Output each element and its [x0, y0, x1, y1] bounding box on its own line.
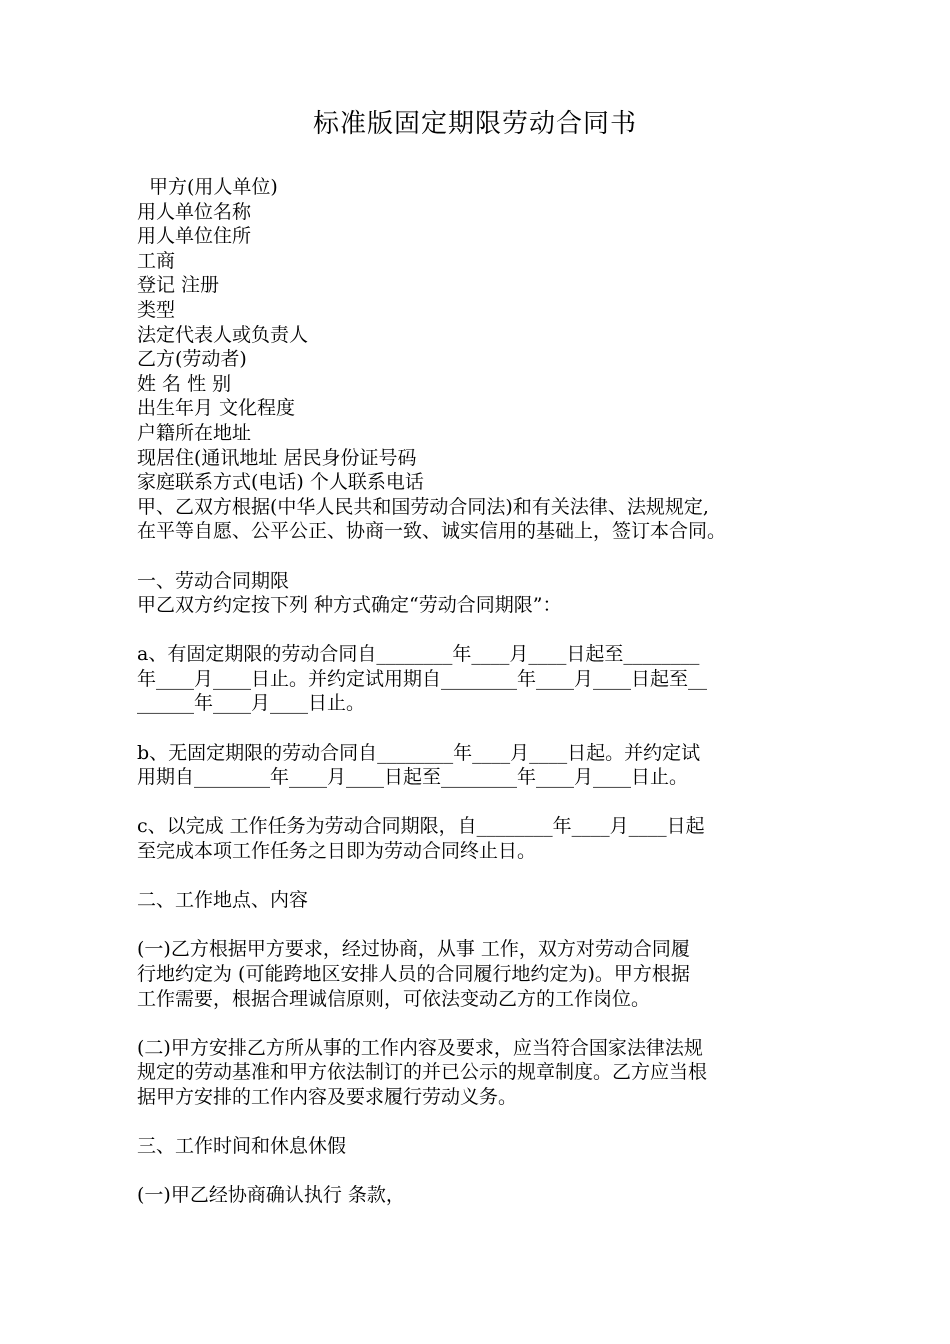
clause-b-line: b、无固定期限的劳动合同自________年____月____日起。并约定试 — [137, 741, 701, 764]
section-lead: 甲乙双方约定按下列 种方式确定“劳动合同期限”： — [137, 594, 562, 617]
paragraph-line: 据甲方安排的工作内容及要求履行劳动义务。 — [137, 1085, 518, 1108]
type-field: 类型 — [137, 298, 176, 321]
household-address-field: 户籍所在地址 — [137, 421, 252, 444]
contact-phone-field: 家庭联系方式(电话) 个人联系电话 — [137, 471, 424, 494]
paragraph-line: (一)乙方根据甲方要求，经过协商，从事 工作，双方对劳动合同履 — [137, 938, 690, 961]
employer-name-field: 用人单位名称 — [137, 200, 252, 223]
paragraph-line: 行地约定为 (可能跨地区安排人员的合同履行地约定为)。甲方根据 — [137, 963, 690, 985]
paragraph-line: (二)甲方安排乙方所从事的工作内容及要求，应当符合国家法律法规 — [137, 1036, 703, 1059]
intro-line: 甲、乙双方根据(中华人民共和国劳动合同法)和有关法律、法规规定, — [137, 495, 709, 518]
party-a-heading: 甲方(用人单位) — [149, 176, 278, 198]
clause-a-line: a、有固定期限的劳动合同自________年____月____日起至________ — [137, 643, 700, 666]
paragraph-line: (一)甲乙经协商确认执行 条款， — [137, 1184, 405, 1207]
clause-b-line: 用期自________年____月____日起至________年____月____日止。 — [137, 766, 689, 789]
clause-a-line: 年____月____日止。并约定试用期自________年____月____日起至__ — [137, 667, 708, 690]
name-gender-field: 姓 名 性 别 — [137, 372, 232, 395]
clause-c-line: 至完成本项工作任务之日即为劳动合同终止日。 — [137, 840, 537, 863]
document-body — [137, 175, 827, 1208]
paragraph-line: 工作需要，根据合理诚信原则，可依法变动乙方的工作岗位。 — [137, 987, 651, 1010]
document-title: 标准版固定期限劳动合同书 — [312, 109, 637, 139]
section-heading: 一、劳动合同期限 — [137, 569, 290, 592]
intro-line: 在平等自愿、公平公正、协商一致、诚实信用的基础上，签订本合同。 — [137, 520, 727, 543]
legal-representative-field: 法定代表人或负责人 — [137, 323, 309, 346]
paragraph-line: 规定的劳动基准和甲方依法制订的并已公示的规章制度。乙方应当根 — [137, 1061, 708, 1084]
party-b-heading: 乙方(劳动者) — [137, 348, 247, 371]
residence-id-field: 现居住(通讯地址 居民身份证号码 — [137, 446, 417, 469]
birth-education-field: 出生年月 文化程度 — [137, 397, 296, 420]
section-heading: 二、工作地点、内容 — [137, 889, 309, 912]
clause-c-line: c、以完成 工作任务为劳动合同期限，自________年____月____日起 — [137, 815, 705, 838]
employer-address-field: 用人单位住所 — [137, 225, 252, 248]
business-field: 工商 — [137, 249, 176, 272]
section-heading: 三、工作时间和休息休假 — [137, 1135, 347, 1158]
registration-field: 登记 注册 — [137, 274, 220, 297]
clause-a-line: ______年____月____日止。 — [137, 692, 366, 715]
